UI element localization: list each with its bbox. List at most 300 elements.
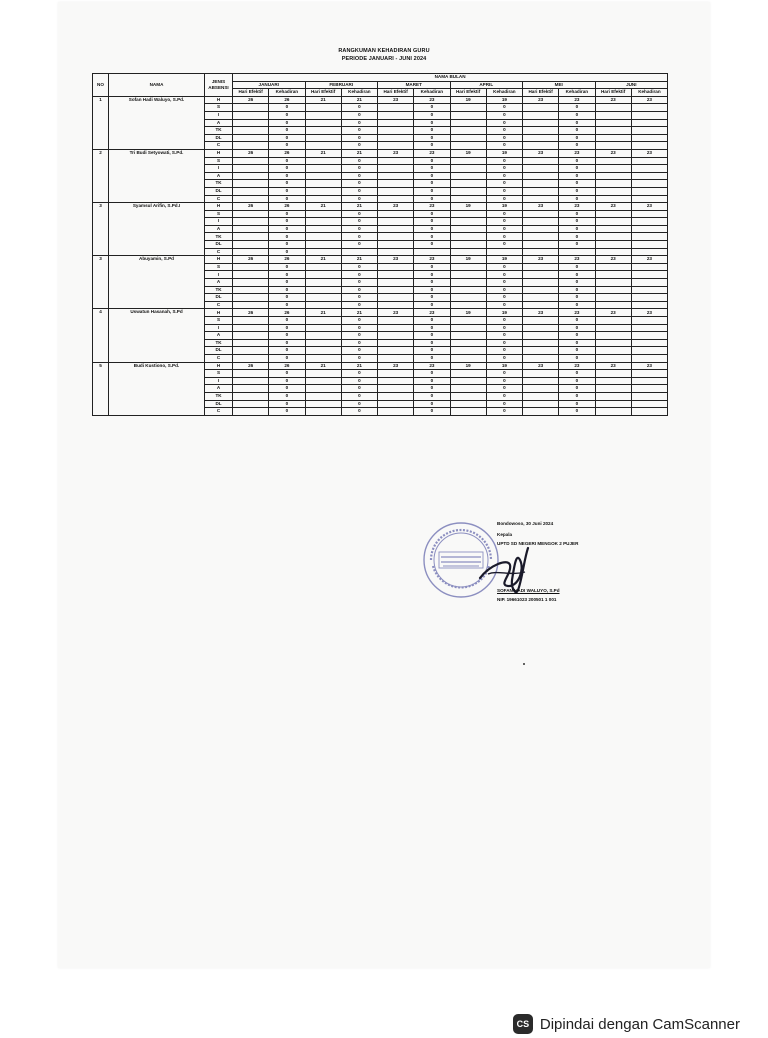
absence-category: A (205, 332, 233, 340)
attendance-cell: 0 (414, 286, 450, 294)
attendance-cell: 0 (341, 408, 377, 416)
effective-days-cell (450, 165, 486, 173)
attendance-cell (631, 218, 667, 226)
effective-days-cell (233, 354, 269, 362)
attendance-cell: 0 (341, 218, 377, 226)
effective-days-cell (305, 392, 341, 400)
attendance-cell: 0 (486, 142, 522, 150)
effective-days-cell (523, 180, 559, 188)
attendance-cell: 0 (341, 263, 377, 271)
attendance-cell: 0 (341, 233, 377, 241)
signature-name: SOFAN HADI WALUYO, S.Pd (497, 588, 560, 593)
teacher-number: 3 (93, 256, 109, 309)
attendance-cell: 0 (559, 385, 595, 393)
attendance-cell: 19 (486, 149, 522, 157)
effective-days-cell (450, 294, 486, 302)
effective-days-cell (595, 119, 631, 127)
attendance-cell: 26 (269, 149, 305, 157)
effective-days-cell: 21 (305, 96, 341, 104)
effective-days-cell (378, 347, 414, 355)
attendance-cell: 23 (631, 256, 667, 264)
attendance-cell (631, 142, 667, 150)
attendance-cell: 0 (341, 324, 377, 332)
attendance-cell: 0 (559, 218, 595, 226)
effective-days-cell (233, 370, 269, 378)
absence-category: TK (205, 286, 233, 294)
effective-days-cell (233, 392, 269, 400)
attendance-cell (631, 104, 667, 112)
effective-days-cell (378, 225, 414, 233)
attendance-cell: 23 (631, 362, 667, 370)
effective-days-cell (305, 111, 341, 119)
attendance-cell: 0 (414, 294, 450, 302)
absence-category: S (205, 104, 233, 112)
subheader-hari-efektif: Hari Efektif (450, 89, 486, 97)
attendance-cell: 0 (559, 377, 595, 385)
effective-days-cell (233, 286, 269, 294)
table-row (93, 309, 668, 317)
effective-days-cell (305, 385, 341, 393)
effective-days-cell (450, 111, 486, 119)
effective-days-cell (595, 187, 631, 195)
effective-days-cell: 23 (595, 149, 631, 157)
attendance-cell: 0 (341, 111, 377, 119)
effective-days-cell (523, 218, 559, 226)
signature-unit: UPTD SD NEGERI MENGOK 2 PUJER (497, 541, 579, 546)
effective-days-cell (523, 317, 559, 325)
attendance-cell: 23 (414, 149, 450, 157)
effective-days-cell (595, 286, 631, 294)
attendance-cell: 0 (414, 218, 450, 226)
effective-days-cell (595, 195, 631, 203)
attendance-cell: 0 (486, 187, 522, 195)
attendance-cell: 0 (269, 301, 305, 309)
absence-category: A (205, 119, 233, 127)
attendance-cell: 0 (414, 370, 450, 378)
attendance-cell: 0 (341, 301, 377, 309)
attendance-cell: 0 (559, 187, 595, 195)
effective-days-cell: 23 (523, 362, 559, 370)
attendance-cell (631, 332, 667, 340)
effective-days-cell (233, 195, 269, 203)
effective-days-cell (305, 324, 341, 332)
attendance-cell: 0 (486, 324, 522, 332)
attendance-cell: 0 (341, 180, 377, 188)
attendance-cell: 0 (269, 225, 305, 233)
effective-days-cell (305, 225, 341, 233)
effective-days-cell (450, 134, 486, 142)
effective-days-cell (450, 233, 486, 241)
effective-days-cell (595, 241, 631, 249)
attendance-cell: 0 (414, 210, 450, 218)
effective-days-cell (305, 286, 341, 294)
effective-days-cell (450, 400, 486, 408)
effective-days-cell (233, 332, 269, 340)
effective-days-cell: 21 (305, 309, 341, 317)
effective-days-cell: 19 (450, 309, 486, 317)
effective-days-cell (523, 408, 559, 416)
attendance-cell: 0 (559, 134, 595, 142)
attendance-cell: 0 (341, 157, 377, 165)
teacher-number: 1 (93, 96, 109, 149)
effective-days-cell (378, 263, 414, 271)
attendance-cell: 0 (414, 317, 450, 325)
attendance-cell: 0 (486, 210, 522, 218)
attendance-cell: 0 (341, 377, 377, 385)
attendance-cell: 0 (269, 111, 305, 119)
attendance-cell: 0 (341, 225, 377, 233)
attendance-cell: 0 (559, 142, 595, 150)
attendance-cell: 0 (341, 370, 377, 378)
effective-days-cell (595, 263, 631, 271)
attendance-cell (631, 392, 667, 400)
effective-days-cell (378, 279, 414, 287)
absence-category: H (205, 362, 233, 370)
effective-days-cell: 19 (450, 203, 486, 211)
effective-days-cell (595, 248, 631, 256)
effective-days-cell (378, 294, 414, 302)
attendance-cell: 0 (414, 279, 450, 287)
absence-category: C (205, 142, 233, 150)
subheader-kehadiran: Kehadiran (486, 89, 522, 97)
attendance-cell: 0 (414, 119, 450, 127)
effective-days-cell (523, 248, 559, 256)
signature-nip: NIP. 19661023 200501 1 001 (497, 597, 557, 602)
attendance-cell: 0 (341, 241, 377, 249)
effective-days-cell (523, 111, 559, 119)
teacher-name: Abuyamin, S.Pd (109, 256, 205, 309)
attendance-cell: 0 (269, 180, 305, 188)
effective-days-cell (378, 385, 414, 393)
attendance-cell: 23 (559, 362, 595, 370)
effective-days-cell (595, 347, 631, 355)
attendance-cell: 0 (269, 385, 305, 393)
effective-days-cell: 23 (378, 362, 414, 370)
attendance-cell: 0 (414, 241, 450, 249)
attendance-cell (631, 241, 667, 249)
absence-category: H (205, 256, 233, 264)
attendance-cell (631, 263, 667, 271)
effective-days-cell (523, 347, 559, 355)
attendance-cell: 0 (269, 119, 305, 127)
effective-days-cell (595, 377, 631, 385)
attendance-cell: 0 (341, 392, 377, 400)
attendance-table (92, 73, 668, 416)
attendance-cell: 0 (486, 134, 522, 142)
absence-category: A (205, 279, 233, 287)
effective-days-cell: 26 (233, 256, 269, 264)
month-header: APRIL (450, 81, 523, 89)
effective-days-cell (305, 127, 341, 135)
attendance-cell: 0 (341, 317, 377, 325)
attendance-cell (631, 172, 667, 180)
table-row (93, 203, 668, 211)
table-row (93, 362, 668, 370)
absence-category: I (205, 377, 233, 385)
effective-days-cell (595, 225, 631, 233)
effective-days-cell (450, 332, 486, 340)
effective-days-cell (378, 354, 414, 362)
attendance-cell: 0 (486, 294, 522, 302)
effective-days-cell (233, 104, 269, 112)
effective-days-cell (450, 370, 486, 378)
attendance-cell: 0 (341, 187, 377, 195)
effective-days-cell (595, 142, 631, 150)
effective-days-cell: 26 (233, 203, 269, 211)
attendance-cell: 0 (269, 317, 305, 325)
attendance-cell: 0 (414, 172, 450, 180)
subheader-hari-efektif: Hari Efektif (305, 89, 341, 97)
effective-days-cell (523, 392, 559, 400)
teacher-number: 4 (93, 309, 109, 362)
attendance-cell (631, 165, 667, 173)
attendance-cell: 0 (486, 392, 522, 400)
month-header: MEI (523, 81, 596, 89)
attendance-cell: 0 (269, 347, 305, 355)
effective-days-cell (305, 134, 341, 142)
effective-days-cell (378, 157, 414, 165)
effective-days-cell (305, 279, 341, 287)
effective-days-cell (233, 347, 269, 355)
attendance-cell: 23 (631, 203, 667, 211)
effective-days-cell (450, 127, 486, 135)
attendance-cell: 0 (486, 195, 522, 203)
absence-category: S (205, 317, 233, 325)
effective-days-cell (523, 332, 559, 340)
attendance-cell (631, 248, 667, 256)
attendance-cell (631, 210, 667, 218)
absence-category: DL (205, 134, 233, 142)
subheader-kehadiran: Kehadiran (631, 89, 667, 97)
effective-days-cell (450, 218, 486, 226)
teacher-name: Tri Budi Setyowati, S.Pd. (109, 149, 205, 202)
attendance-cell: 0 (559, 332, 595, 340)
effective-days-cell (233, 142, 269, 150)
effective-days-cell (595, 332, 631, 340)
attendance-cell: 26 (269, 203, 305, 211)
attendance-cell: 0 (414, 347, 450, 355)
effective-days-cell (305, 157, 341, 165)
effective-days-cell (595, 385, 631, 393)
attendance-cell: 26 (269, 256, 305, 264)
absence-category: C (205, 408, 233, 416)
absence-category: DL (205, 241, 233, 249)
effective-days-cell: 23 (595, 309, 631, 317)
effective-days-cell (233, 210, 269, 218)
effective-days-cell: 23 (523, 149, 559, 157)
attendance-cell (631, 271, 667, 279)
effective-days-cell (378, 195, 414, 203)
effective-days-cell (523, 263, 559, 271)
effective-days-cell (305, 370, 341, 378)
teacher-name: Uswatun Hasanah, S.Pd (109, 309, 205, 362)
effective-days-cell (523, 127, 559, 135)
absence-category: S (205, 210, 233, 218)
attendance-cell: 0 (486, 408, 522, 416)
attendance-cell: 0 (341, 339, 377, 347)
absence-category: C (205, 301, 233, 309)
absence-category: A (205, 172, 233, 180)
attendance-cell: 0 (414, 225, 450, 233)
attendance-cell: 0 (269, 172, 305, 180)
effective-days-cell (450, 119, 486, 127)
attendance-cell: 0 (269, 142, 305, 150)
attendance-cell: 26 (269, 309, 305, 317)
attendance-cell: 0 (414, 392, 450, 400)
attendance-cell (631, 354, 667, 362)
attendance-cell: 19 (486, 203, 522, 211)
attendance-cell (341, 248, 377, 256)
effective-days-cell (523, 187, 559, 195)
effective-days-cell (523, 134, 559, 142)
effective-days-cell (305, 210, 341, 218)
attendance-cell (631, 370, 667, 378)
attendance-cell: 0 (269, 279, 305, 287)
attendance-cell: 0 (486, 385, 522, 393)
effective-days-cell (305, 377, 341, 385)
attendance-cell: 0 (559, 165, 595, 173)
attendance-cell: 0 (269, 400, 305, 408)
attendance-cell: 23 (414, 96, 450, 104)
table-row (93, 149, 668, 157)
signature-role: Kepala (497, 532, 513, 537)
effective-days-cell (450, 354, 486, 362)
effective-days-cell (305, 317, 341, 325)
effective-days-cell (450, 392, 486, 400)
attendance-cell: 0 (414, 157, 450, 165)
effective-days-cell (305, 195, 341, 203)
attendance-cell: 0 (486, 119, 522, 127)
effective-days-cell (378, 370, 414, 378)
teacher-name: Sofan Hadi Waluyo, S.Pd. (109, 96, 205, 149)
month-header: JUNI (595, 81, 668, 89)
effective-days-cell (595, 218, 631, 226)
attendance-cell: 0 (559, 233, 595, 241)
effective-days-cell (523, 233, 559, 241)
effective-days-cell (523, 157, 559, 165)
teacher-name: Syamsul Arifin, S.Pd.I (109, 203, 205, 256)
attendance-cell: 0 (341, 119, 377, 127)
attendance-cell: 0 (486, 354, 522, 362)
attendance-cell: 26 (269, 362, 305, 370)
attendance-cell: 0 (414, 127, 450, 135)
subheader-hari-efektif: Hari Efektif (523, 89, 559, 97)
attendance-cell (631, 195, 667, 203)
attendance-cell (631, 279, 667, 287)
effective-days-cell (233, 165, 269, 173)
attendance-cell: 0 (559, 157, 595, 165)
effective-days-cell (523, 104, 559, 112)
attendance-cell: 0 (559, 324, 595, 332)
attendance-cell: 0 (559, 241, 595, 249)
attendance-cell: 0 (559, 111, 595, 119)
attendance-cell: 0 (414, 324, 450, 332)
attendance-cell: 0 (341, 134, 377, 142)
attendance-cell: 0 (414, 354, 450, 362)
attendance-cell: 0 (559, 225, 595, 233)
effective-days-cell (450, 271, 486, 279)
attendance-cell: 0 (486, 127, 522, 135)
effective-days-cell: 23 (595, 203, 631, 211)
attendance-cell: 0 (486, 180, 522, 188)
effective-days-cell (595, 127, 631, 135)
effective-days-cell (450, 347, 486, 355)
effective-days-cell (378, 317, 414, 325)
absence-category: H (205, 149, 233, 157)
effective-days-cell (450, 157, 486, 165)
header-jenis-absensi: JENIS ABSENSI (205, 74, 233, 97)
attendance-cell: 0 (269, 354, 305, 362)
attendance-cell: 0 (269, 263, 305, 271)
effective-days-cell (595, 354, 631, 362)
effective-days-cell: 23 (378, 309, 414, 317)
effective-days-cell (378, 241, 414, 249)
effective-days-cell (450, 104, 486, 112)
attendance-cell: 0 (486, 347, 522, 355)
effective-days-cell (378, 165, 414, 173)
attendance-cell: 23 (631, 309, 667, 317)
attendance-cell: 0 (559, 286, 595, 294)
attendance-cell: 0 (414, 385, 450, 393)
effective-days-cell (378, 339, 414, 347)
attendance-cell (631, 317, 667, 325)
attendance-cell: 0 (414, 134, 450, 142)
effective-days-cell (305, 294, 341, 302)
absence-category: H (205, 203, 233, 211)
effective-days-cell (378, 172, 414, 180)
effective-days-cell (305, 172, 341, 180)
attendance-cell: 0 (269, 218, 305, 226)
attendance-cell: 0 (559, 370, 595, 378)
effective-days-cell (523, 279, 559, 287)
attendance-cell (631, 233, 667, 241)
effective-days-cell (378, 324, 414, 332)
effective-days-cell (233, 248, 269, 256)
attendance-cell: 0 (414, 339, 450, 347)
attendance-cell (631, 294, 667, 302)
effective-days-cell (523, 210, 559, 218)
attendance-cell: 0 (486, 233, 522, 241)
effective-days-cell (523, 377, 559, 385)
attendance-cell: 0 (414, 111, 450, 119)
effective-days-cell (523, 241, 559, 249)
effective-days-cell (233, 119, 269, 127)
teacher-number: 2 (93, 149, 109, 202)
attendance-cell: 23 (414, 309, 450, 317)
attendance-cell: 21 (341, 362, 377, 370)
attendance-cell: 0 (414, 165, 450, 173)
effective-days-cell (450, 187, 486, 195)
absence-category: TK (205, 392, 233, 400)
subheader-kehadiran: Kehadiran (559, 89, 595, 97)
effective-days-cell (233, 263, 269, 271)
effective-days-cell (378, 187, 414, 195)
attendance-cell: 0 (486, 279, 522, 287)
effective-days-cell (233, 324, 269, 332)
absence-category: A (205, 225, 233, 233)
effective-days-cell (595, 233, 631, 241)
attendance-cell: 0 (269, 241, 305, 249)
attendance-cell: 0 (341, 165, 377, 173)
attendance-cell: 0 (269, 286, 305, 294)
effective-days-cell: 21 (305, 256, 341, 264)
effective-days-cell: 26 (233, 362, 269, 370)
effective-days-cell (595, 279, 631, 287)
effective-days-cell (595, 180, 631, 188)
attendance-cell: 0 (269, 408, 305, 416)
effective-days-cell: 23 (378, 96, 414, 104)
month-header: JANUARI (233, 81, 306, 89)
